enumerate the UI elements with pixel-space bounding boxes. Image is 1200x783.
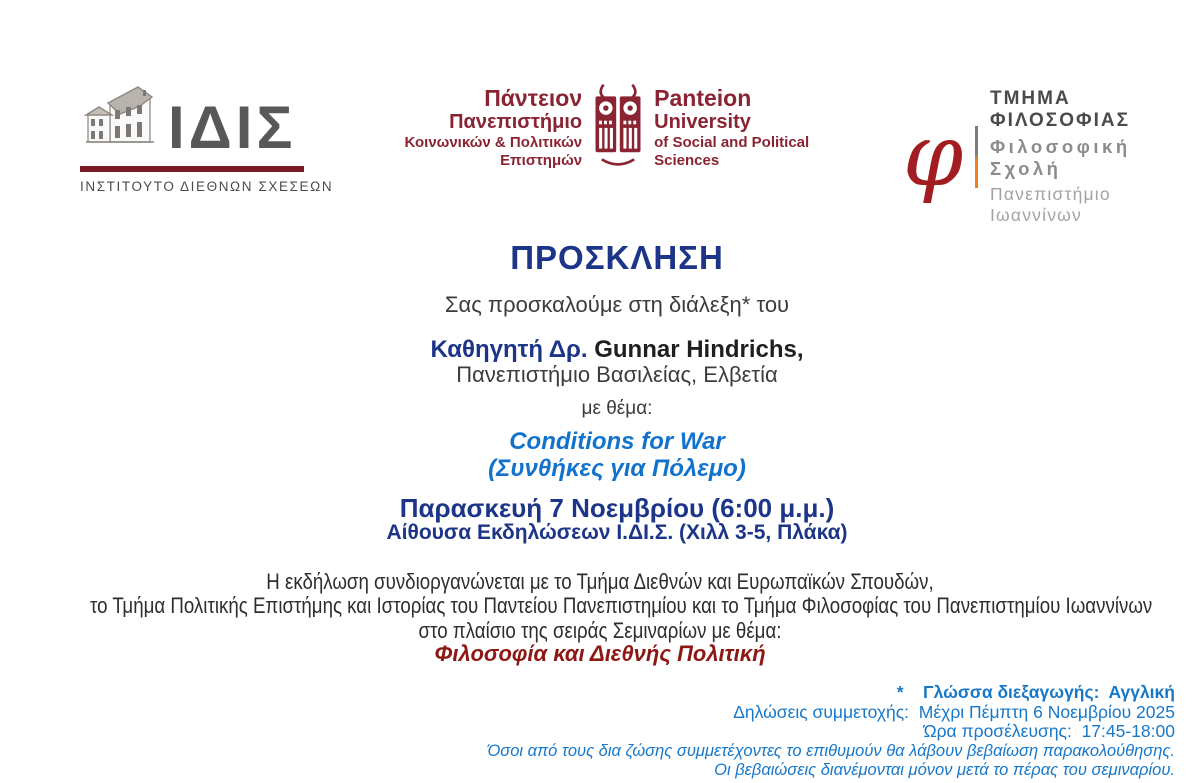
idis-caption: ΙΝΣΤΙΤΟΥΤΟ ΔΙΕΘΝΩΝ ΣΧΕΣΕΩΝ [80, 179, 334, 194]
speaker-line [0, 336, 1200, 364]
panteion-english-line1: Panteion [654, 85, 752, 112]
invitation-intro: Σας προσκαλούμε στη διάλεξη* του [444, 292, 790, 317]
topic-title-greek: (Συνθήκες για Πόλεμο) [488, 455, 746, 482]
topic-title-english: Conditions for War [509, 428, 725, 455]
philosophy-dept-logo [903, 88, 1200, 226]
panteion-logo [340, 82, 860, 172]
arrival-time-note: Ώρα προσέλευσης: 17:45-18:00 [923, 721, 1175, 741]
panteion-english-line3: of Social and Political Sciences [654, 134, 810, 169]
organizers-line2: το Τμήμα Πολιτικής Επιστήμης και Ιστορίας του Παντείου Πανεπιστημίου και το Τμήμα Φιλοσοφίας του Πανεπιστημίου Ιωαννίνων [90, 593, 1153, 618]
phi-icon: φ [903, 106, 964, 207]
speaker-title: Καθηγητή Δρ. [430, 336, 588, 363]
philosophy-dept-line1: ΤΜΗΜΑ ΦΙΛΟΣΟΦΙΑΣ [989, 88, 1130, 131]
idis-red-bar [80, 166, 304, 172]
seminar-series-title: Φιλοσοφία και Διεθνής Πολιτική [434, 641, 766, 666]
speaker-affiliation: Πανεπιστήμιο Βασιλείας, Ελβετία [456, 362, 778, 387]
panteion-crest-icon [591, 82, 645, 172]
panteion-greek-line1: Πάντειον [484, 85, 583, 112]
invitation-title: ΠΡΟΣΚΛΗΣΗ [510, 239, 724, 276]
footer-notes [487, 683, 1175, 781]
registration-note: Δηλώσεις συμμετοχής: Μέχρι Πέμπτη 6 Νοεμβρίου 2025 [733, 701, 1175, 722]
idis-logo [80, 80, 334, 194]
language-note: * Γλώσσα διεξαγωγής: Αγγλική [896, 682, 1175, 702]
panteion-english-text [654, 85, 860, 169]
panteion-greek-text [340, 85, 582, 169]
idis-acronym: ΙΔΙΣ [168, 94, 297, 161]
panteion-greek-line3: Κοινωνικών & Πολιτικών Επιστημών [404, 134, 583, 169]
certificate-note1: Όσοι από τους δια ζώσης συμμετέχοντες το επιθυμούν θα λάβουν βεβαίωση παρακολούθησης. [487, 741, 1175, 760]
phi-divider-bar [975, 126, 978, 188]
speaker-name: Gunnar Hindrichs, [587, 336, 804, 363]
panteion-greek-line2: Πανεπιστήμιο [449, 111, 583, 134]
panteion-english-line2: University [654, 111, 751, 134]
philosophy-dept-line2: Φιλοσοφική Σχολή [989, 136, 1131, 179]
topic-label: με θέμα: [581, 398, 653, 419]
certificate-note2: Οι βεβαιώσεις διανέμονται μόνον μετά το πέρας του σεμιναρίου. [714, 761, 1175, 779]
event-datetime: Παρασκευή 7 Νοεμβρίου (6:00 μ.μ.) [399, 493, 835, 523]
organizers-line1: Η εκδήλωση συνδιοργανώνεται με το Τμήμα Διεθνών και Ευρωπαϊκών Σπουδών, [266, 569, 934, 594]
philosophy-dept-line3: Πανεπιστήμιο Ιωαννίνων [989, 184, 1111, 225]
organizers-line3: στο πλαίσιο της σειράς Σεμιναρίων με θέμα: [418, 618, 782, 643]
idis-building-icon [80, 80, 162, 160]
event-venue: Αίθουσα Εκδηλώσεων Ι.ΔΙ.Σ. (Χιλλ 3-5, Πλάκα) [386, 521, 848, 544]
